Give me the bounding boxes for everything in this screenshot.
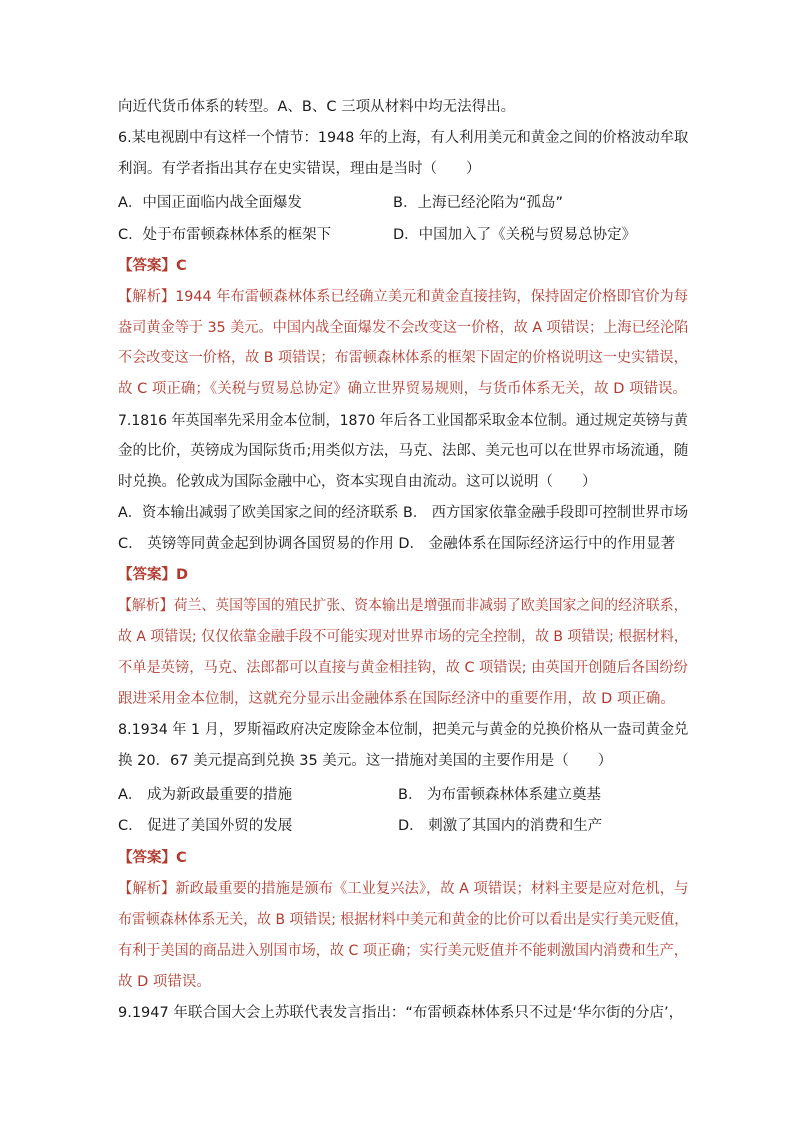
- question-7-stem: 金的比价，英镑成为国际货币;用类似方法，马克、法郎、美元也可以在世界市场流通，随: [118, 443, 689, 459]
- question-7-stem: 7.1816 年英国率先采用金本位制，1870 年后各工业国都采取金本位制。通过规定英镑与黄: [118, 413, 688, 429]
- q6-option-d: D．中国加入了《关税与贸易总协定》: [393, 227, 637, 243]
- question-8-stem: 8.1934 年 1 月，罗斯福政府决定废除金本位制，把美元与黄金的兑换价格从一盎司黄金兑: [118, 722, 689, 738]
- q7-analysis: 不单是英镑，马克、法郎都可以直接与黄金相挂钩，故 C 项错误; 由英国开创随后各国纷纷: [118, 660, 688, 676]
- question-6-stem: 利润。有学者指出其存在史实错误，理由是当时（ ）: [118, 161, 481, 177]
- q6-option-c: C．处于布雷顿森林体系的框架下: [118, 227, 332, 243]
- q6-analysis: 【解析】1944 年布雷顿森林体系已经确立美元和黄金直接挂钩，保持固定价格即官价为每: [118, 289, 689, 305]
- q8-option-b: B． 为布雷顿森林体系建立奠基: [398, 787, 602, 803]
- question-6-stem: 6.某电视剧中有这样一个情节：1948 年的上海，有人利用美元和黄金之间的价格波动牟取: [118, 130, 689, 146]
- q7-options-ab: A．资本输出减弱了欧美国家之间的经济联系 B． 西方国家依靠金融手段即可控制世界市场: [118, 505, 689, 521]
- question-7-stem: 时兑换。伦敦成为国际金融中心，资本实现自由流动。这可以说明（ ）: [118, 474, 597, 490]
- q7-analysis: 故 A 项错误; 仅仅依靠金融手段不可能实现对世界市场的完全控制，故 B 项错误; 根据材料，: [118, 629, 688, 645]
- q8-analysis: 故 D 项错误。: [118, 974, 211, 990]
- q6-analysis: 故 C 项正确；《关税与贸易总协定》确立世界贸易规则，与货币体系无关，故 D 项错误。: [118, 381, 687, 397]
- q8-answer: 【答案】C: [118, 850, 187, 866]
- q7-answer: 【答案】D: [118, 567, 189, 583]
- q7-analysis: 跟进采用金本位制，这就充分显示出金融体系在国际经济中的重要作用，故 D 项正确。: [118, 691, 675, 707]
- text-line: 向近代货币体系的转型。A、B、C 三项从材料中均无法得出。: [118, 99, 516, 115]
- q6-analysis: 不会改变这一价格，故 B 项错误；布雷顿森林体系的框架下固定的价格说明这一史实错误，: [118, 350, 688, 366]
- q7-analysis: 【解析】荷兰、英国等国的殖民扩张、资本输出是增强而非减弱了欧美国家之间的经济联系，: [118, 598, 688, 614]
- q8-option-c: C． 促进了美国外贸的发展: [118, 818, 293, 834]
- q6-answer: 【答案】C: [118, 258, 187, 274]
- q6-option-b: B．上海已经沦陷为“孤岛”: [393, 195, 563, 211]
- question-9-stem: 9.1947 年联合国大会上苏联代表发言指出：“布雷顿森林体系只不过是‘华尔街的分店’，: [118, 1005, 684, 1021]
- q6-analysis: 盎司黄金等于 35 美元。中国内战全面爆发不会改变这一价格，故 A 项错误；上海已经沦陷: [118, 320, 689, 336]
- question-8-stem: 换 20．67 美元提高到兑换 35 美元。这一措施对美国的主要作用是（ ）: [118, 753, 613, 769]
- q8-analysis: 有利于美国的商品进入别国市场，故 C 项正确；实行美元贬值并不能刺激国内消费和生产，: [118, 943, 688, 959]
- q6-option-a: A．中国正面临内战全面爆发: [118, 195, 302, 211]
- q8-option-d: D． 刺激了其国内的消费和生产: [398, 818, 603, 834]
- q8-analysis: 布雷顿森林体系无关，故 B 项错误; 根据材料中美元和黄金的比价可以看出是实行美元贬值，: [118, 912, 689, 928]
- q8-analysis: 【解析】新政最重要的措施是颁布《工业复兴法》，故 A 项错误；材料主要是应对危机，与: [118, 881, 689, 897]
- q7-options-cd: C． 英镑等同黄金起到协调各国贸易的作用 D． 金融体系在国际经济运行中的作用显著: [118, 536, 676, 552]
- q8-option-a: A． 成为新政最重要的措施: [118, 787, 293, 803]
